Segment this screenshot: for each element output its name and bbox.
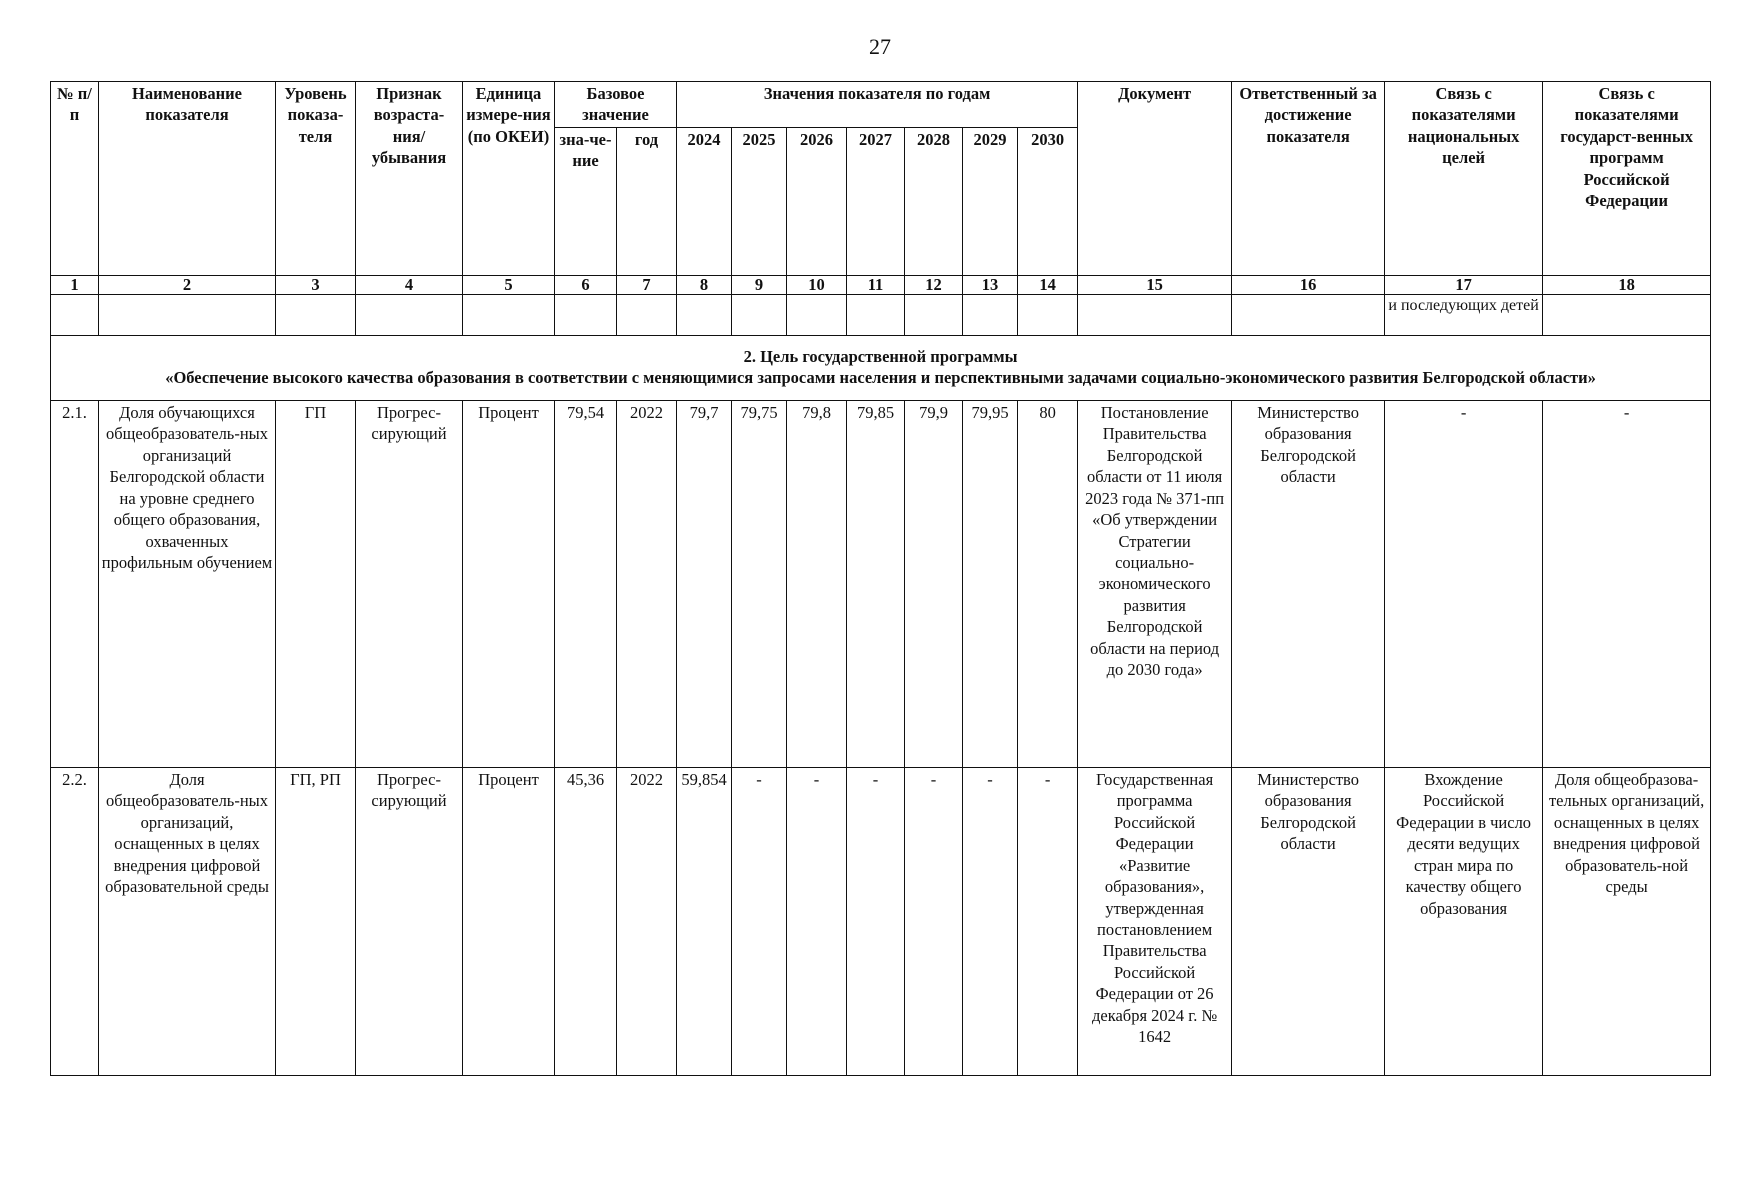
header-base-value: зна-че-ние — [555, 127, 617, 275]
link-state-cell: - — [1543, 400, 1711, 767]
row-num: 2.1. — [51, 400, 99, 767]
year-value: 59,854 — [677, 767, 732, 1075]
base-value: 45,36 — [555, 767, 617, 1075]
document-cell: Государственная программа Российской Федерации «Развитие образования», утвержденная постановлением Правительства Российской Федерации от 26 декабря 2024 г. № 1642 — [1078, 767, 1232, 1075]
header-year: 2030 — [1018, 127, 1078, 275]
header-link-state: Связь с показателями государст-венных программ Российской Федерации — [1543, 82, 1711, 276]
header-years-group: Значения показателя по годам — [677, 82, 1078, 128]
responsible-cell: Министерство образования Белгородской области — [1232, 767, 1385, 1075]
goal-cell — [51, 335, 1711, 400]
indicators-table — [50, 81, 1711, 1076]
year-value: 79,95 — [963, 400, 1018, 767]
header-link-national: Связь с показателями национальных целей — [1385, 82, 1543, 276]
document-cell: Постановление Правительства Белгородской области от 11 июля 2023 года № 371-пп «Об утверждении Стратегии социально-экономического развития Белгородской области на период до 2030 года» — [1078, 400, 1232, 767]
header-year: 2024 — [677, 127, 732, 275]
column-number: 4 — [356, 275, 463, 294]
column-number: 10 — [787, 275, 847, 294]
goal-title: 2. Цель государственной программы — [743, 347, 1018, 367]
year-value: 79,85 — [847, 400, 905, 767]
header-document: Документ — [1078, 82, 1232, 276]
indicator-level: ГП, РП — [276, 767, 356, 1075]
year-value: - — [1018, 767, 1078, 1075]
indicator-name: Доля обучающихся общеобразователь-ных организаций Белгородской области на уровне среднего общего образования, охваченных профильным обучением — [99, 400, 276, 767]
indicator-unit: Процент — [463, 400, 555, 767]
header-year: 2029 — [963, 127, 1018, 275]
column-number: 8 — [677, 275, 732, 294]
column-numbers-row — [51, 275, 1711, 294]
header-year: 2026 — [787, 127, 847, 275]
table-row — [51, 767, 1711, 1075]
year-value: 79,7 — [677, 400, 732, 767]
responsible-cell: Министерство образования Белгородской области — [1232, 400, 1385, 767]
column-number: 12 — [905, 275, 963, 294]
column-number: 2 — [99, 275, 276, 294]
year-value: 79,75 — [732, 400, 787, 767]
header-responsible: Ответственный за достижение показателя — [1232, 82, 1385, 276]
header-trend: Признак возраста-ния/ убывания — [356, 82, 463, 276]
year-value: 80 — [1018, 400, 1078, 767]
column-number: 13 — [963, 275, 1018, 294]
header-unit: Единица измере-ния (по ОКЕИ) — [463, 82, 555, 276]
column-number: 1 — [51, 275, 99, 294]
column-number: 15 — [1078, 275, 1232, 294]
link-national-cell: - — [1385, 400, 1543, 767]
continuation-row — [51, 294, 1711, 335]
indicator-name: Доля общеобразователь-ных организаций, оснащенных в целях внедрения цифровой образовательной среды — [99, 767, 276, 1075]
year-value: 79,9 — [905, 400, 963, 767]
column-number: 5 — [463, 275, 555, 294]
header-base: Базовое значение — [555, 82, 677, 128]
column-number: 9 — [732, 275, 787, 294]
goal-row — [51, 335, 1711, 400]
year-value: - — [732, 767, 787, 1075]
header-num: № п/п — [51, 82, 99, 276]
column-number: 7 — [617, 275, 677, 294]
year-value: - — [847, 767, 905, 1075]
header-year: 2025 — [732, 127, 787, 275]
indicator-level: ГП — [276, 400, 356, 767]
column-number: 18 — [1543, 275, 1711, 294]
page-number: 27 — [869, 34, 891, 59]
header-level: Уровень показа-теля — [276, 82, 356, 276]
header-name: Наименование показателя — [99, 82, 276, 276]
goal-text: «Обеспечение высокого качества образования в соответствии с меняющимися запросами населения и перспективными задачами социально-экономического развития Белгородской области» — [165, 367, 1596, 387]
column-number: 11 — [847, 275, 905, 294]
column-number: 14 — [1018, 275, 1078, 294]
header-year: 2028 — [905, 127, 963, 275]
year-value: - — [787, 767, 847, 1075]
base-year: 2022 — [617, 767, 677, 1075]
table-row — [51, 400, 1711, 767]
continuation-text: и последующих детей — [1385, 294, 1543, 335]
row-num: 2.2. — [51, 767, 99, 1075]
link-state-cell: Доля общеобразова-тельных организаций, оснащенных в целях внедрения цифровой образователь-ной среды — [1543, 767, 1711, 1075]
year-value: 79,8 — [787, 400, 847, 767]
year-value: - — [963, 767, 1018, 1075]
indicator-trend: Прогрес-сирующий — [356, 400, 463, 767]
base-year: 2022 — [617, 400, 677, 767]
column-number: 17 — [1385, 275, 1543, 294]
column-number: 6 — [555, 275, 617, 294]
year-value: - — [905, 767, 963, 1075]
column-number: 16 — [1232, 275, 1385, 294]
header-year: 2027 — [847, 127, 905, 275]
base-value: 79,54 — [555, 400, 617, 767]
link-national-cell: Вхождение Российской Федерации в число десяти ведущих стран мира по качеству общего образования — [1385, 767, 1543, 1075]
column-number: 3 — [276, 275, 356, 294]
indicator-unit: Процент — [463, 767, 555, 1075]
header-base-year: год — [617, 127, 677, 275]
indicator-trend: Прогрес-сирующий — [356, 767, 463, 1075]
